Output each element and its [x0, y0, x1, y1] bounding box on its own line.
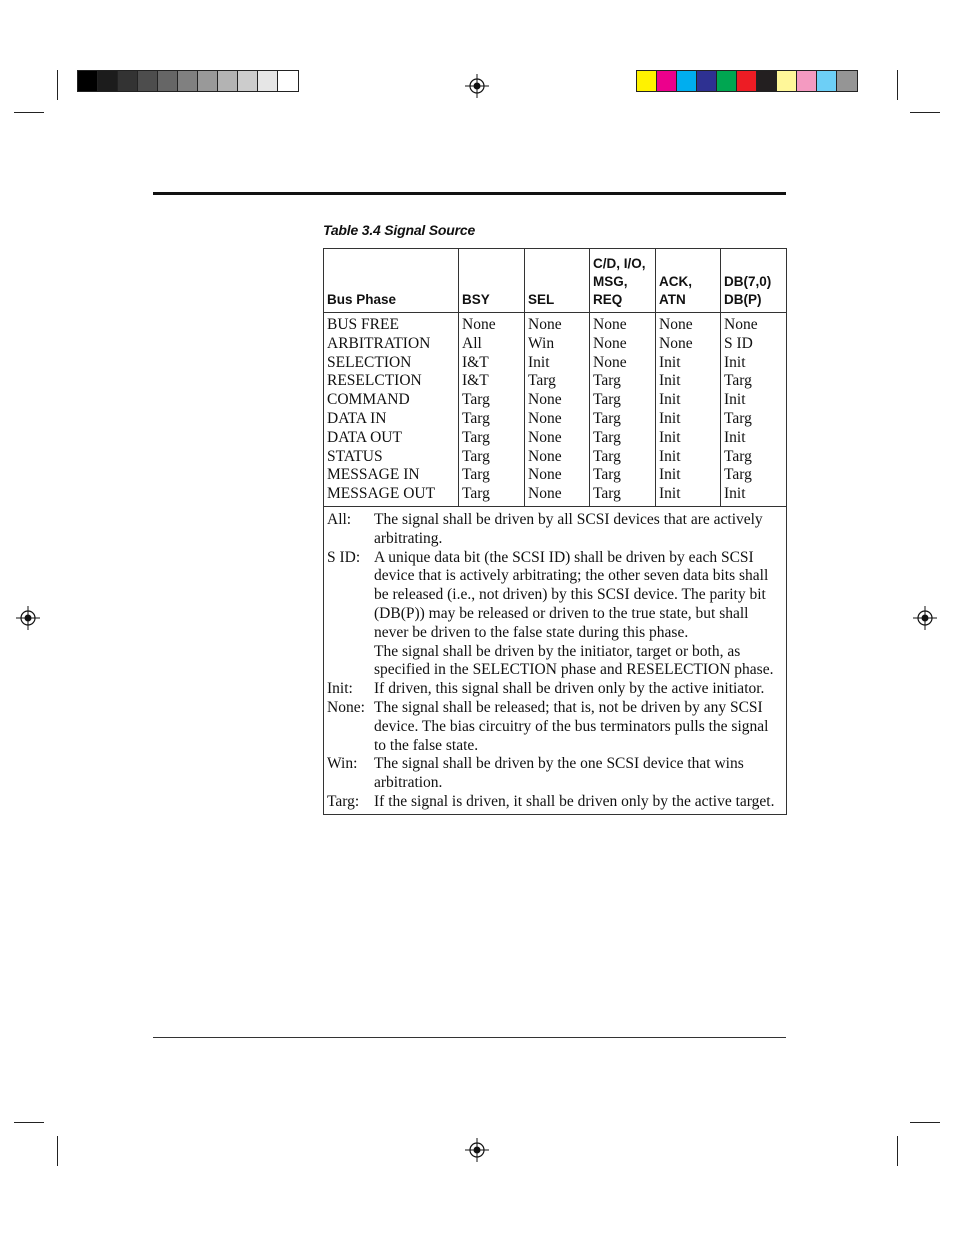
- color-swatch: [777, 71, 797, 91]
- table-cell: None: [462, 316, 496, 333]
- grayscale-color-bar: [77, 70, 299, 92]
- header-line: REQ: [593, 292, 623, 307]
- table-cell: S ID: [724, 334, 753, 352]
- table-cell: None: [528, 485, 562, 503]
- table-cell: I&T: [462, 372, 489, 390]
- table-cell: Targ: [593, 485, 621, 503]
- note-text: If driven, this signal shall be driven only by the active initiator.: [374, 680, 765, 698]
- table-cell: None: [528, 447, 562, 465]
- table-cell: All: [462, 334, 482, 352]
- bus-phase-column: [324, 313, 459, 507]
- note-item: [327, 699, 782, 755]
- table-cell: None: [593, 334, 627, 352]
- header-line: ACK,: [659, 274, 692, 289]
- table-cell: Targ: [724, 447, 752, 465]
- table-cell: Targ: [462, 466, 490, 484]
- table-cell: MESSAGE IN: [327, 466, 420, 484]
- table-cell: MESSAGE OUT: [327, 485, 436, 503]
- table-cell: Init: [659, 485, 681, 503]
- header-line: DB(P): [724, 292, 762, 307]
- color-swatch: [278, 71, 298, 91]
- color-swatch: [637, 71, 657, 91]
- note-item: [327, 643, 782, 681]
- table-cell: SELECTION: [327, 353, 412, 371]
- table-cell: Targ: [593, 391, 621, 409]
- header-rule: [153, 192, 786, 195]
- table-cell: None: [593, 316, 627, 333]
- table-cell: Init: [724, 485, 746, 503]
- color-swatch: [258, 71, 278, 91]
- crop-mark: [910, 112, 940, 113]
- color-swatch: [218, 71, 238, 91]
- table-cell: None: [659, 316, 693, 333]
- table-cell: Targ: [593, 428, 621, 446]
- table-cell: Targ: [593, 466, 621, 484]
- table-cell: Init: [724, 428, 746, 446]
- header-db: [721, 249, 787, 313]
- notes-cell: [324, 506, 787, 814]
- header-cd-io-msg-req: [590, 249, 656, 313]
- crop-mark: [57, 1136, 58, 1166]
- table-cell: None: [528, 409, 562, 427]
- crop-mark: [897, 70, 898, 100]
- table-cell: DATA IN: [327, 409, 387, 427]
- header-line: ATN: [659, 292, 686, 307]
- note-text: A unique data bit (the SCSI ID) shall be driven by each SCSI device that is actively arbitrating; the other seven data bits shall be released (i.e., not driven) by this SCSI device. The parity bit (DB(P)) may be released or driven to the true state, but shall never be driven to the false state during this phase.: [374, 548, 769, 641]
- header-line: C/D, I/O,: [593, 256, 646, 271]
- table-cell: Init: [659, 466, 681, 484]
- color-swatch: [817, 71, 837, 91]
- table-cell: Init: [659, 428, 681, 446]
- note-key: Win:: [327, 755, 358, 773]
- ack-atn-column: [656, 313, 721, 507]
- header-line: DB(7,0): [724, 274, 772, 289]
- note-item: [327, 793, 782, 812]
- table-cell: Init: [724, 391, 746, 409]
- table-cell: STATUS: [327, 447, 383, 465]
- cmyk-color-bar: [636, 70, 858, 92]
- table-cell: None: [528, 466, 562, 484]
- note-key: S ID:: [327, 548, 361, 566]
- note-key: All:: [327, 510, 352, 528]
- color-swatch: [697, 71, 717, 91]
- note-item: [327, 511, 782, 549]
- registration-mark-icon: [465, 1138, 489, 1162]
- table-body-row: [324, 313, 787, 507]
- table-cell: BUS FREE: [327, 316, 399, 333]
- notes-row: [324, 506, 787, 814]
- note-text: The signal shall be driven by the one SCSI device that wins arbitration.: [374, 755, 744, 792]
- table-cell: Targ: [593, 372, 621, 390]
- header-bsy: BSY: [459, 249, 525, 313]
- table-cell: Targ: [462, 485, 490, 503]
- table-cell: Targ: [724, 372, 752, 390]
- note-key: Init:: [327, 680, 353, 698]
- table-header-row: [324, 249, 787, 313]
- registration-mark-icon: [16, 606, 40, 630]
- table-cell: Init: [659, 391, 681, 409]
- header-line: MSG,: [593, 274, 628, 289]
- table-cell: Win: [528, 334, 555, 352]
- header-ack-atn: [656, 249, 721, 313]
- color-swatch: [98, 71, 118, 91]
- table-cell: Targ: [462, 409, 490, 427]
- color-swatch: [657, 71, 677, 91]
- sel-column: [525, 313, 590, 507]
- table-cell: ARBITRATION: [327, 334, 431, 352]
- crop-mark: [897, 1136, 898, 1166]
- crop-mark: [910, 1122, 940, 1123]
- table-cell: None: [659, 334, 693, 352]
- table-cell: Targ: [462, 391, 490, 409]
- table-cell: COMMAND: [327, 391, 410, 409]
- color-swatch: [118, 71, 138, 91]
- note-key: Targ:: [327, 792, 360, 810]
- note-text: If the signal is driven, it shall be driven only by the active target.: [374, 792, 775, 810]
- table-cell: RESELCTION: [327, 372, 422, 390]
- table-cell: None: [528, 391, 562, 409]
- note-key: None:: [327, 698, 365, 716]
- table-cell: Init: [659, 372, 681, 390]
- note-text: The signal shall be released; that is, not be driven by any SCSI device. The bias circuitry of the bus terminators pulls the signal to the false state.: [374, 698, 769, 754]
- footer-rule: [153, 1037, 786, 1038]
- table-cell: None: [528, 428, 562, 446]
- color-swatch: [178, 71, 198, 91]
- table-cell: Targ: [528, 372, 556, 390]
- crop-mark: [14, 112, 44, 113]
- color-swatch: [138, 71, 158, 91]
- color-swatch: [677, 71, 697, 91]
- color-swatch: [198, 71, 218, 91]
- table-cell: DATA OUT: [327, 428, 402, 446]
- table-cell: None: [724, 316, 758, 333]
- note-text: The signal shall be driven by the initiator, target or both, as specified in the SELECTION phase and RESELECTION phase.: [374, 642, 774, 679]
- bsy-column: [459, 313, 525, 507]
- table-cell: Init: [659, 353, 681, 371]
- table-cell: Targ: [724, 466, 752, 484]
- table-cell: Targ: [462, 428, 490, 446]
- crop-mark: [14, 1122, 44, 1123]
- db-column: [721, 313, 787, 507]
- signal-source-table: [323, 248, 787, 815]
- color-swatch: [737, 71, 757, 91]
- table-cell: Init: [724, 353, 746, 371]
- table-cell: Init: [528, 353, 550, 371]
- table-cell: Targ: [593, 409, 621, 427]
- note-key: [327, 643, 374, 681]
- color-swatch: [158, 71, 178, 91]
- table-caption: Table 3.4 Signal Source: [323, 222, 476, 238]
- color-swatch: [238, 71, 258, 91]
- registration-mark-icon: [913, 606, 937, 630]
- table-cell: I&T: [462, 353, 489, 371]
- note-item: [327, 680, 782, 699]
- color-swatch: [797, 71, 817, 91]
- table-cell: Targ: [724, 409, 752, 427]
- registration-mark-icon: [465, 74, 489, 98]
- table-cell: None: [528, 316, 562, 333]
- color-swatch: [837, 71, 857, 91]
- note-item: [327, 755, 782, 793]
- table-cell: Targ: [593, 447, 621, 465]
- note-text: The signal shall be driven by all SCSI devices that are actively arbitrating.: [374, 510, 763, 547]
- table-cell: Targ: [462, 447, 490, 465]
- header-sel: SEL: [525, 249, 590, 313]
- table-cell: Init: [659, 447, 681, 465]
- color-swatch: [717, 71, 737, 91]
- table-cell: None: [593, 353, 627, 371]
- crop-mark: [57, 70, 58, 100]
- header-bus-phase: Bus Phase: [324, 249, 459, 313]
- color-swatch: [78, 71, 98, 91]
- note-item: [327, 549, 782, 643]
- table-cell: Init: [659, 409, 681, 427]
- color-swatch: [757, 71, 777, 91]
- cd-io-msg-req-column: [590, 313, 656, 507]
